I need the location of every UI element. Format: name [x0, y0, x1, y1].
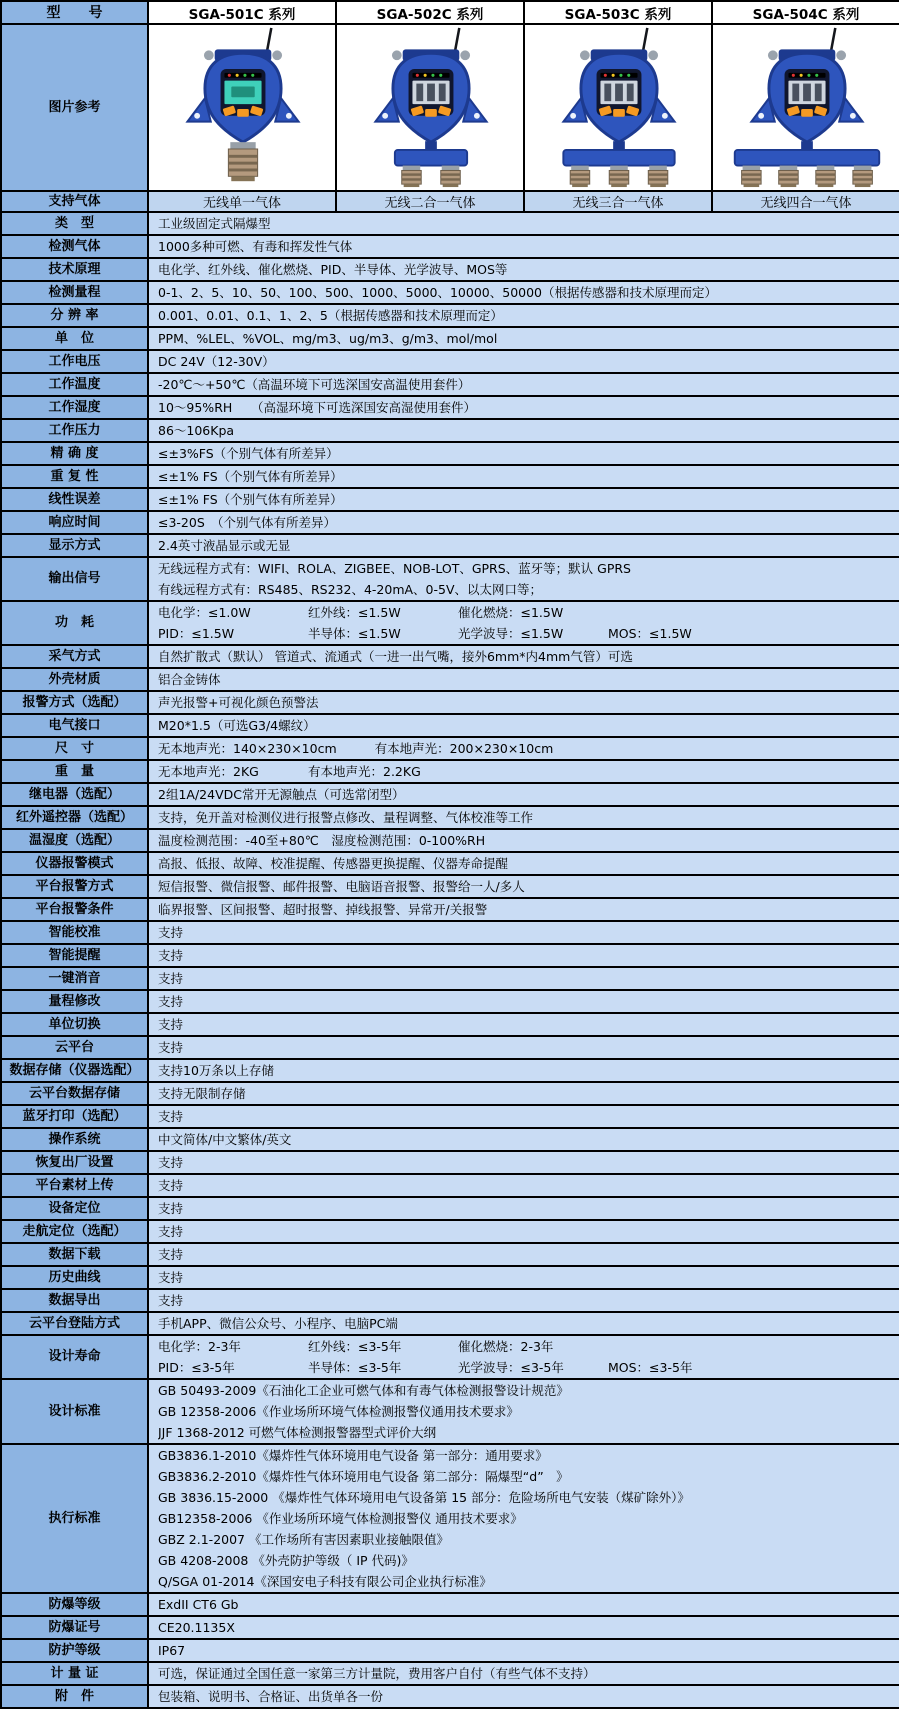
spec-row-value: 支持: [148, 990, 899, 1013]
table-row: [1, 1197, 899, 1220]
device-image-cell-1: [148, 24, 336, 191]
spec-row-value: 支持: [148, 1013, 899, 1036]
spec-row-value: 2.4英寸液晶显示或无显: [148, 534, 899, 557]
spec-row-value: 手机APP、微信公众号、小程序、电脑PC端: [148, 1312, 899, 1335]
spec-row-value: ≤3-20S （个别气体有所差异）: [148, 511, 899, 534]
gas-value-1: 无线单一气体: [148, 191, 336, 212]
spec-row-label: 工作温度: [1, 373, 148, 396]
spec-row-label: 功 耗: [1, 601, 148, 645]
spec-row-value: 支持: [148, 1036, 899, 1059]
spec-row-label: 工作湿度: [1, 396, 148, 419]
model-header-label: 型 号: [1, 1, 148, 24]
spec-row-value: 工业级固定式隔爆型: [148, 212, 899, 235]
device-image-cell-4: [712, 24, 899, 191]
model-header-sga501c: SGA-501C 系列: [148, 1, 336, 24]
gas-value-2: 无线二合一气体: [336, 191, 524, 212]
table-row: [1, 1335, 899, 1379]
table-row: [1, 373, 899, 396]
table-row: [1, 1639, 899, 1662]
spec-row-label: 设计寿命: [1, 1335, 148, 1379]
spec-row-value: 支持: [148, 1197, 899, 1220]
table-row: [1, 1174, 899, 1197]
model-header-sga503c: SGA-503C 系列: [524, 1, 712, 24]
spec-row-label: 云平台: [1, 1036, 148, 1059]
spec-row-label: 线性误差: [1, 488, 148, 511]
spec-row-label: 数据下载: [1, 1243, 148, 1266]
spec-row-label: 执行标准: [1, 1444, 148, 1593]
spec-row-label: 电气接口: [1, 714, 148, 737]
table-row: [1, 304, 899, 327]
spec-row-label: 继电器（选配）: [1, 783, 148, 806]
spec-row-label: 采气方式: [1, 645, 148, 668]
table-row: [1, 511, 899, 534]
spec-row-value: 0.001、0.01、0.1、1、2、5（根据传感器和技术原理而定）: [148, 304, 899, 327]
spec-row-value: 声光报警+可视化颜色预警法: [148, 691, 899, 714]
table-row: [1, 645, 899, 668]
spec-row-label: 防护等级: [1, 1639, 148, 1662]
spec-row-label: 类 型: [1, 212, 148, 235]
spec-row-label: 蓝牙打印（选配）: [1, 1105, 148, 1128]
table-row: [1, 1593, 899, 1616]
table-row: [1, 442, 899, 465]
table-row: [1, 921, 899, 944]
table-row: [1, 898, 899, 921]
spec-row-label: 数据导出: [1, 1289, 148, 1312]
gas-detector-illustration: [150, 26, 336, 189]
spec-row-value: 温度检测范围：-40至+80℃ 湿度检测范围：0-100%RH: [148, 829, 899, 852]
spec-row-value: 无线远程方式有：WIFI、ROLA、ZIGBEE、NOB-LOT、GPRS、蓝牙等；默认 GPRS 有线远程方式有：RS485、RS232、4-20mA、0-5V、以太网口等；: [148, 557, 899, 601]
table-row: [1, 1013, 899, 1036]
spec-row-value: 支持: [148, 1151, 899, 1174]
table-row: [1, 1685, 899, 1708]
spec-row-value: 支持: [148, 1105, 899, 1128]
table-row: [1, 760, 899, 783]
spec-row-label: 工作电压: [1, 350, 148, 373]
spec-row-label: 检测气体: [1, 235, 148, 258]
spec-row-label: 数据存储（仪器选配）: [1, 1059, 148, 1082]
device-image-cell-3: [524, 24, 712, 191]
spec-row-label: 单 位: [1, 327, 148, 350]
spec-row-value: 10～95%RH （高湿环境下可选深国安高湿使用套件）: [148, 396, 899, 419]
table-row: [1, 350, 899, 373]
spec-row-value: 无本地声光：140×230×10cm 有本地声光：200×230×10cm: [148, 737, 899, 760]
gas-detector-illustration: [338, 26, 524, 189]
table-row: [1, 601, 899, 645]
spec-row-label: 温湿度（选配）: [1, 829, 148, 852]
spec-row-value: 支持10万条以上存储: [148, 1059, 899, 1082]
spec-row-label: 设备定位: [1, 1197, 148, 1220]
table-row: [1, 1220, 899, 1243]
table-row: [1, 1151, 899, 1174]
spec-row-value: 支持: [148, 967, 899, 990]
table-row: [1, 465, 899, 488]
spec-row-label: 外壳材质: [1, 668, 148, 691]
spec-row-value: PPM、%LEL、%VOL、mg/m3、ug/m3、g/m3、mol/mol: [148, 327, 899, 350]
spec-row-value: 支持，免开盖对检测仪进行报警点修改、量程调整、气体校准等工作: [148, 806, 899, 829]
spec-row-value: 自然扩散式（默认） 管道式、流通式（一进一出气嘴，接外6mm*内4mm气管）可选: [148, 645, 899, 668]
table-row: [1, 258, 899, 281]
spec-row-label: 单位切换: [1, 1013, 148, 1036]
spec-row-label: 重 复 性: [1, 465, 148, 488]
table-row: [1, 806, 899, 829]
spec-row-value: 支持: [148, 1289, 899, 1312]
gas-detector-illustration: [714, 26, 899, 189]
table-row: [1, 1243, 899, 1266]
spec-row-value: 支持: [148, 1243, 899, 1266]
spec-row-label: 操作系统: [1, 1128, 148, 1151]
spec-row-label: 报警方式（选配）: [1, 691, 148, 714]
spec-row-value: 高报、低报、故障、校准提醒、传感器更换提醒、仪器寿命提醒: [148, 852, 899, 875]
spec-row-label: 显示方式: [1, 534, 148, 557]
table-row: [1, 783, 899, 806]
spec-row-label: 智能提醒: [1, 944, 148, 967]
table-row: [1, 967, 899, 990]
table-row: [1, 1266, 899, 1289]
spec-row-value: 1000多种可燃、有毒和挥发性气体: [148, 235, 899, 258]
spec-row-label: 量程修改: [1, 990, 148, 1013]
spec-row-label: 附 件: [1, 1685, 148, 1708]
table-row: [1, 852, 899, 875]
spec-row-value: 包装箱、说明书、合格证、出货单各一份: [148, 1685, 899, 1708]
spec-row-label: 走航定位（选配）: [1, 1220, 148, 1243]
spec-row-value: GB 50493-2009《石油化工企业可燃气体和有毒气体检测报警设计规范》 GB 12358-2006《作业场所环境气体检测报警仪通用技术要求》 JJF 1368-2012 可燃气体检测报警器型式评价大纲: [148, 1379, 899, 1444]
spec-row-label: 精 确 度: [1, 442, 148, 465]
spec-row-value: 电化学：2-3年 红外线：≤3-5年 催化燃烧：2-3年 PID：≤3-5年 半导体：≤3-5年 光学波导：≤3-5年 MOS：≤3-5年: [148, 1335, 899, 1379]
table-row: [1, 1036, 899, 1059]
table-row: [1, 875, 899, 898]
spec-row-value: ≤±1% FS（个别气体有所差异）: [148, 465, 899, 488]
table-row: [1, 1289, 899, 1312]
table-row: [1, 691, 899, 714]
gas-value-4: 无线四合一气体: [712, 191, 899, 212]
spec-row-value: ≤±1% FS（个别气体有所差异）: [148, 488, 899, 511]
table-row: [1, 737, 899, 760]
spec-row-value: 0-1、2、5、10、50、100、500、1000、5000、10000、50000（根据传感器和技术原理而定）: [148, 281, 899, 304]
spec-row-label: 技术原理: [1, 258, 148, 281]
spec-row-value: 临界报警、区间报警、超时报警、掉线报警、异常开/关报警: [148, 898, 899, 921]
spec-row-value: 支持无限制存储: [148, 1082, 899, 1105]
spec-row-label: 工作压力: [1, 419, 148, 442]
spec-row-label: 防爆等级: [1, 1593, 148, 1616]
table-row: [1, 668, 899, 691]
spec-row-value: 支持: [148, 1220, 899, 1243]
spec-row-label: 智能校准: [1, 921, 148, 944]
table-row: [1, 714, 899, 737]
table-row: [1, 1059, 899, 1082]
table-row: [1, 557, 899, 601]
table-row: [1, 1444, 899, 1593]
spec-row-label: 尺 寸: [1, 737, 148, 760]
spec-row-value: M20*1.5（可选G3/4螺纹）: [148, 714, 899, 737]
spec-row-value: ≤±3%FS（个别气体有所差异）: [148, 442, 899, 465]
table-row: [1, 1616, 899, 1639]
gas-row: [1, 191, 899, 212]
device-image-cell-2: [336, 24, 524, 191]
spec-row-value: 支持: [148, 944, 899, 967]
table-row: [1, 1082, 899, 1105]
spec-row-label: 防爆证号: [1, 1616, 148, 1639]
spec-row-label: 设计标准: [1, 1379, 148, 1444]
spec-row-value: 支持: [148, 1174, 899, 1197]
spec-row-value: -20℃～+50℃（高温环境下可选深国安高温使用套件）: [148, 373, 899, 396]
model-header-sga502c: SGA-502C 系列: [336, 1, 524, 24]
table-row: [1, 1662, 899, 1685]
spec-row-label: 检测量程: [1, 281, 148, 304]
spec-row-value: IP67: [148, 1639, 899, 1662]
spec-row-value: 短信报警、微信报警、邮件报警、电脑语音报警、报警给一人/多人: [148, 875, 899, 898]
spec-row-value: 可选，保证通过全国任意一家第三方计量院，费用客户自付（有些气体不支持）: [148, 1662, 899, 1685]
gas-row-label: 支持气体: [1, 191, 148, 212]
spec-row-value: ExdII CT6 Gb: [148, 1593, 899, 1616]
table-row: [1, 1312, 899, 1335]
spec-row-value: 支持: [148, 921, 899, 944]
spec-row-label: 平台报警方式: [1, 875, 148, 898]
spec-row-value: 电化学：≤1.0W 红外线：≤1.5W 催化燃烧：≤1.5W PID：≤1.5W 半导体：≤1.5W 光学波导：≤1.5W MOS：≤1.5W: [148, 601, 899, 645]
image-row: [1, 24, 899, 191]
table-row: [1, 327, 899, 350]
spec-row-value: CE20.1135X: [148, 1616, 899, 1639]
spec-row-label: 响应时间: [1, 511, 148, 534]
table-row: [1, 1379, 899, 1444]
table-row: [1, 281, 899, 304]
table-row: [1, 396, 899, 419]
table-row: [1, 1105, 899, 1128]
spec-row-value: GB3836.1-2010《爆炸性气体环境用电气设备 第一部分：通用要求》 GB3836.2-2010《爆炸性气体环境用电气设备 第二部分：隔爆型“d” 》 GB 3836.15-2000 《爆炸性气体环境用电气设备第 15 部分：危险场所电气安装（煤矿除外）》 GB12358-2006 《作业场所环境气体检测报警仪 通用技术要求》 GBZ 2.1-2007 《工作场所有害因素职业接触限值》 GB 4208-2008 《外壳防护等级（ IP 代码)》 Q/SGA 01-2014《深国安电子科技有限公司企业执行标准》: [148, 1444, 899, 1593]
spec-row-value: 无本地声光：2KG 有本地声光：2.2KG: [148, 760, 899, 783]
spec-row-label: 输出信号: [1, 557, 148, 601]
table-row: [1, 534, 899, 557]
spec-row-label: 仪器报警模式: [1, 852, 148, 875]
spec-row-label: 重 量: [1, 760, 148, 783]
table-row: [1, 990, 899, 1013]
spec-row-label: 红外遥控器（选配）: [1, 806, 148, 829]
model-header-sga504c: SGA-504C 系列: [712, 1, 899, 24]
table-row: [1, 212, 899, 235]
spec-row-value: 电化学、红外线、催化燃烧、PID、半导体、光学波导、MOS等: [148, 258, 899, 281]
spec-row-label: 计 量 证: [1, 1662, 148, 1685]
spec-row-label: 分 辨 率: [1, 304, 148, 327]
table-row: [1, 1128, 899, 1151]
spec-row-label: 恢复出厂设置: [1, 1151, 148, 1174]
spec-row-value: DC 24V（12-30V）: [148, 350, 899, 373]
image-row-label: 图片参考: [1, 24, 148, 191]
gas-detector-illustration: [526, 26, 712, 189]
spec-row-label: 云平台登陆方式: [1, 1312, 148, 1335]
spec-row-label: 云平台数据存储: [1, 1082, 148, 1105]
table-row: [1, 235, 899, 258]
table-row: [1, 488, 899, 511]
spec-row-label: 平台报警条件: [1, 898, 148, 921]
spec-row-value: 86～106Kpa: [148, 419, 899, 442]
spec-row-value: 2组1A/24VDC常开无源触点（可选常闭型）: [148, 783, 899, 806]
table-row: [1, 829, 899, 852]
spec-row-label: 一键消音: [1, 967, 148, 990]
spec-row-value: 铝合金铸体: [148, 668, 899, 691]
gas-value-3: 无线三合一气体: [524, 191, 712, 212]
header-row: [1, 1, 899, 24]
table-row: [1, 419, 899, 442]
spec-row-label: 历史曲线: [1, 1266, 148, 1289]
spec-row-value: 中文简体/中文繁体/英文: [148, 1128, 899, 1151]
spec-row-value: 支持: [148, 1266, 899, 1289]
table-row: [1, 944, 899, 967]
spec-row-label: 平台素材上传: [1, 1174, 148, 1197]
